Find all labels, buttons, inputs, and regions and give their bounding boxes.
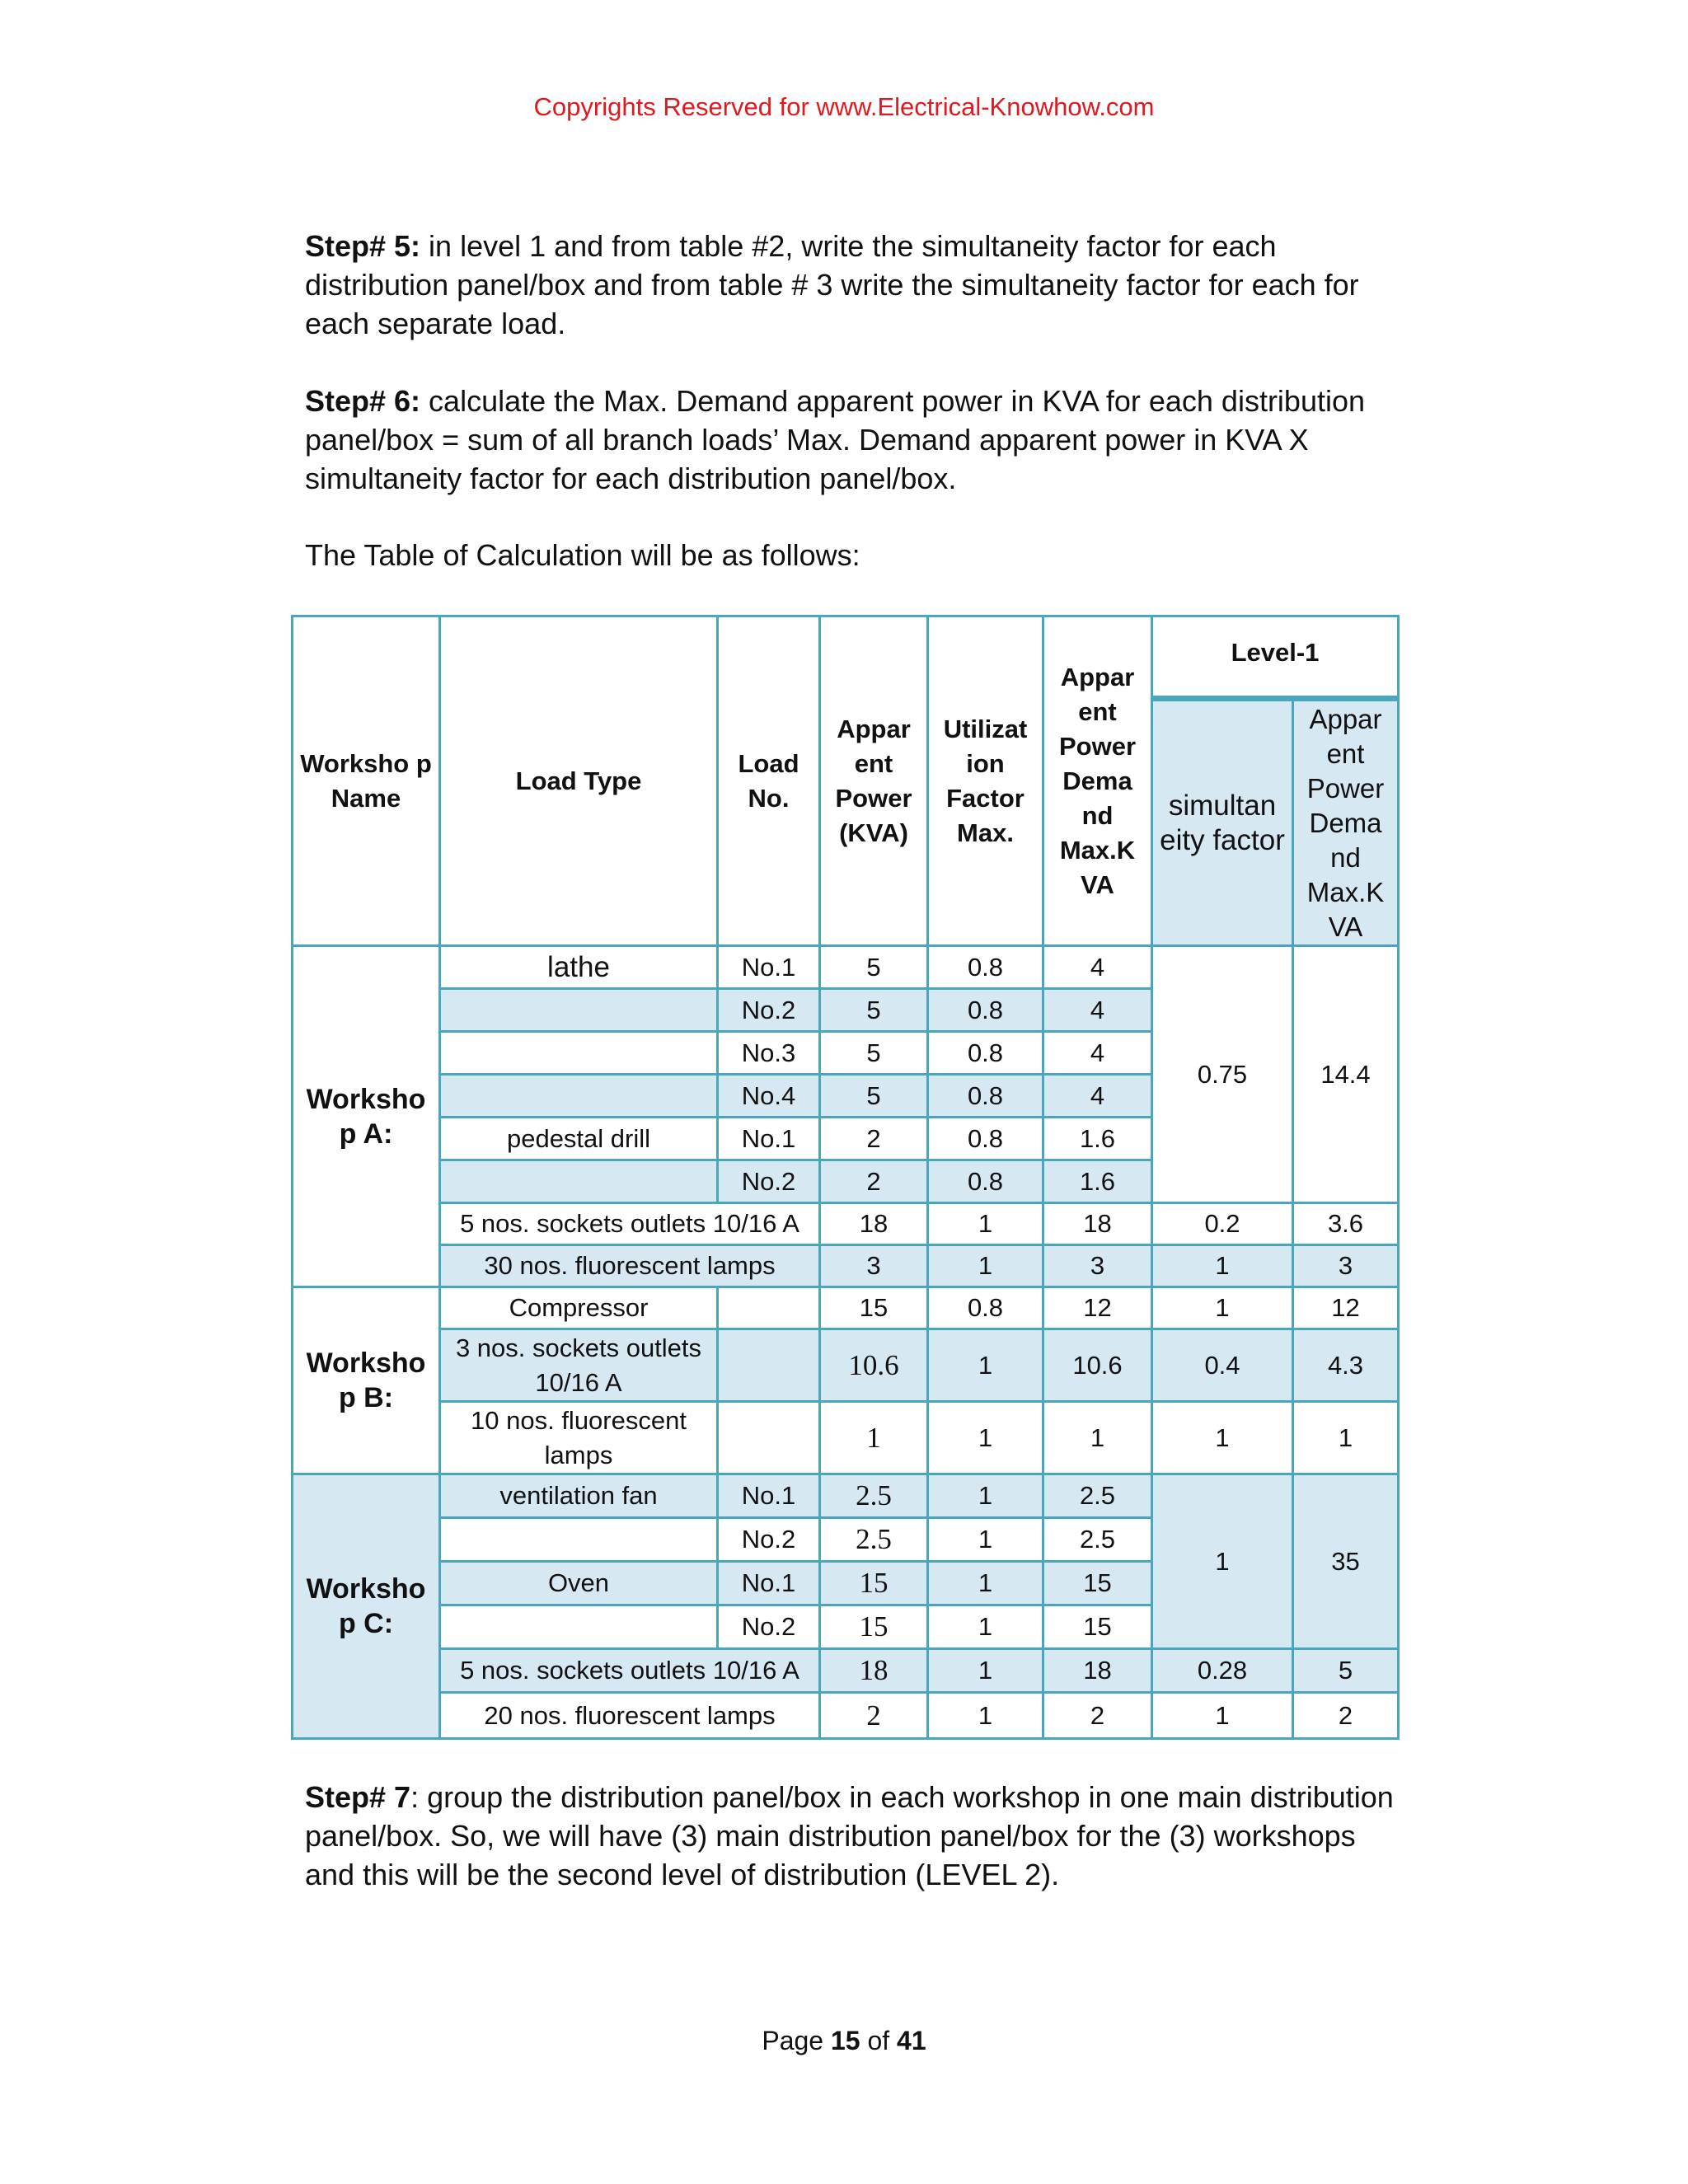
- apparent-power: 15: [820, 1287, 928, 1329]
- table-row: [293, 1287, 1399, 1329]
- load-type: 30 nos. fluorescent lamps: [440, 1245, 820, 1287]
- load-type: [440, 989, 718, 1032]
- workshop-c-group-simultaneity: 1: [1152, 1474, 1293, 1649]
- table-intro: The Table of Calculation will be as follows:: [305, 538, 860, 572]
- level1-demand: 2: [1293, 1693, 1399, 1739]
- load-type: [440, 1075, 718, 1118]
- simultaneity-factor: 0.2: [1152, 1203, 1293, 1245]
- demand-kva: 4: [1043, 946, 1152, 989]
- load-type: 10 nos. fluorescent lamps: [440, 1402, 718, 1474]
- simultaneity-factor: 1: [1152, 1402, 1293, 1474]
- step-7-paragraph: [305, 1778, 1401, 1894]
- demand-kva: 4: [1043, 1075, 1152, 1118]
- demand-kva: 18: [1043, 1649, 1152, 1693]
- load-type: [440, 1518, 718, 1562]
- load-type: [440, 1605, 718, 1649]
- demand-kva: 12: [1043, 1287, 1152, 1329]
- table-row: [293, 1474, 1399, 1518]
- total-pages: 41: [897, 2026, 926, 2055]
- header-load-no: Load No.: [718, 616, 820, 946]
- utilization-factor: 1: [928, 1402, 1043, 1474]
- demand-kva: 4: [1043, 989, 1152, 1032]
- load-no: No.2: [718, 1160, 820, 1203]
- load-no: No.2: [718, 989, 820, 1032]
- utilization-factor: 0.8: [928, 989, 1043, 1032]
- table-row: [293, 1245, 1399, 1287]
- load-type: 3 nos. sockets outlets 10/16 A: [440, 1329, 718, 1402]
- step-6-paragraph: [305, 382, 1401, 498]
- load-type: [440, 1032, 718, 1075]
- table-row: [293, 1203, 1399, 1245]
- load-type: 5 nos. sockets outlets 10/16 A: [440, 1203, 820, 1245]
- apparent-power: 18: [820, 1649, 928, 1693]
- apparent-power: 5: [820, 1032, 928, 1075]
- demand-kva: 4: [1043, 1032, 1152, 1075]
- load-no: No.4: [718, 1075, 820, 1118]
- demand-kva: 2.5: [1043, 1518, 1152, 1562]
- load-type: [440, 1160, 718, 1203]
- load-type: ventilation fan: [440, 1474, 718, 1518]
- workshop-c-group-demand: 35: [1293, 1474, 1399, 1649]
- header-row: [293, 616, 1399, 699]
- header-level-1: Level-1: [1152, 616, 1399, 699]
- workshop-a-name: Worksho p A:: [293, 946, 440, 1287]
- table-row: [293, 1693, 1399, 1739]
- step-6-text: calculate the Max. Demand apparent power in KVA for each distribution panel/box = sum of all branch loads’ Max. Demand apparent power in KVA X simultaneity factor for each distribution panel/box.: [305, 384, 1366, 495]
- level1-demand: 3.6: [1293, 1203, 1399, 1245]
- utilization-factor: 1: [928, 1605, 1043, 1649]
- table-row: [293, 1402, 1399, 1474]
- load-type: Compressor: [440, 1287, 718, 1329]
- current-page: 15: [830, 2026, 860, 2055]
- step-5-label: Step# 5:: [305, 229, 421, 263]
- utilization-factor: 1: [928, 1562, 1043, 1605]
- level1-demand: 1: [1293, 1402, 1399, 1474]
- apparent-power: 10.6: [820, 1329, 928, 1402]
- demand-kva: 1: [1043, 1402, 1152, 1474]
- load-type: 5 nos. sockets outlets 10/16 A: [440, 1649, 820, 1693]
- apparent-power: 5: [820, 1075, 928, 1118]
- demand-kva: 2.5: [1043, 1474, 1152, 1518]
- apparent-power: 2: [820, 1118, 928, 1160]
- load-no: No.3: [718, 1032, 820, 1075]
- demand-kva: 2: [1043, 1693, 1152, 1739]
- step-5-text: in level 1 and from table #2, write the simultaneity factor for each distribution panel/box and from table # 3 write the simultaneity factor for each for each separate load.: [305, 229, 1359, 340]
- apparent-power: 15: [820, 1562, 928, 1605]
- header-workshop-name: Worksho p Name: [293, 616, 440, 946]
- table-row: [293, 1329, 1399, 1402]
- demand-kva: 3: [1043, 1245, 1152, 1287]
- utilization-factor: 1: [928, 1245, 1043, 1287]
- apparent-power: 5: [820, 989, 928, 1032]
- level1-demand: 4.3: [1293, 1329, 1399, 1402]
- load-type: lathe: [440, 946, 718, 989]
- load-no: [718, 1287, 820, 1329]
- workshop-b-name: Worksho p B:: [293, 1287, 440, 1474]
- table-row: [293, 946, 1399, 989]
- load-no: No.1: [718, 946, 820, 989]
- apparent-power: 1: [820, 1402, 928, 1474]
- demand-kva: 1.6: [1043, 1160, 1152, 1203]
- level1-demand: 5: [1293, 1649, 1399, 1693]
- utilization-factor: 0.8: [928, 1160, 1043, 1203]
- utilization-factor: 1: [928, 1649, 1043, 1693]
- level1-demand: 3: [1293, 1245, 1399, 1287]
- load-no: No.2: [718, 1605, 820, 1649]
- header-demand-kva: Appar ent Power Dema nd Max.K VA: [1043, 616, 1152, 946]
- header-utilization-factor: Utilizat ion Factor Max.: [928, 616, 1043, 946]
- page-prefix: Page: [762, 2026, 831, 2055]
- utilization-factor: 1: [928, 1474, 1043, 1518]
- load-no: [718, 1402, 820, 1474]
- workshop-a-group-simultaneity: 0.75: [1152, 946, 1293, 1203]
- apparent-power: 2: [820, 1693, 928, 1739]
- step-7-label: Step# 7: [305, 1780, 411, 1814]
- step-5-paragraph: [305, 227, 1401, 343]
- step-6-label: Step# 6:: [305, 384, 421, 418]
- calculation-table: [291, 615, 1400, 1740]
- apparent-power: 2: [820, 1160, 928, 1203]
- load-type: 20 nos. fluorescent lamps: [440, 1693, 820, 1739]
- utilization-factor: 0.8: [928, 946, 1043, 989]
- step-7-text: : group the distribution panel/box in each workshop in one main distribution panel/box. So, we will have (3) main distribution panel/box for the (3) workshops and this will be the second level of distribution (LEVEL 2).: [305, 1780, 1394, 1891]
- apparent-power: 5: [820, 946, 928, 989]
- load-no: No.1: [718, 1474, 820, 1518]
- utilization-factor: 1: [928, 1693, 1043, 1739]
- utilization-factor: 1: [928, 1203, 1043, 1245]
- simultaneity-factor: 0.4: [1152, 1329, 1293, 1402]
- demand-kva: 10.6: [1043, 1329, 1152, 1402]
- copyright-notice: Copyrights Reserved for www.Electrical-Knowhow.com: [533, 92, 1155, 121]
- demand-kva: 15: [1043, 1562, 1152, 1605]
- apparent-power: 15: [820, 1605, 928, 1649]
- load-no: No.1: [718, 1118, 820, 1160]
- simultaneity-factor: 1: [1152, 1693, 1293, 1739]
- utilization-factor: 0.8: [928, 1287, 1043, 1329]
- load-type: Oven: [440, 1562, 718, 1605]
- apparent-power: 3: [820, 1245, 928, 1287]
- demand-kva: 18: [1043, 1203, 1152, 1245]
- table-row: [293, 1649, 1399, 1693]
- demand-kva: 15: [1043, 1605, 1152, 1649]
- utilization-factor: 0.8: [928, 1032, 1043, 1075]
- apparent-power: 2.5: [820, 1518, 928, 1562]
- simultaneity-factor: 0.28: [1152, 1649, 1293, 1693]
- header-simultaneity-factor: simultan eity factor: [1152, 699, 1293, 946]
- apparent-power: 2.5: [820, 1474, 928, 1518]
- utilization-factor: 1: [928, 1518, 1043, 1562]
- load-no: No.2: [718, 1518, 820, 1562]
- utilization-factor: 0.8: [928, 1118, 1043, 1160]
- utilization-factor: 0.8: [928, 1075, 1043, 1118]
- load-type: pedestal drill: [440, 1118, 718, 1160]
- workshop-a-group-demand: 14.4: [1293, 946, 1399, 1203]
- load-no: No.1: [718, 1562, 820, 1605]
- header-load-type: Load Type: [440, 616, 718, 946]
- level1-demand: 12: [1293, 1287, 1399, 1329]
- apparent-power: 18: [820, 1203, 928, 1245]
- simultaneity-factor: 1: [1152, 1245, 1293, 1287]
- demand-kva: 1.6: [1043, 1118, 1152, 1160]
- simultaneity-factor: 1: [1152, 1287, 1293, 1329]
- page-number: [0, 2026, 1688, 2056]
- workshop-c-name: Worksho p C:: [293, 1474, 440, 1739]
- load-no: [718, 1329, 820, 1402]
- header-apparent-power: Appar ent Power (KVA): [820, 616, 928, 946]
- utilization-factor: 1: [928, 1329, 1043, 1402]
- header-level1-demand: Appar ent Power Dema nd Max.K VA: [1293, 699, 1399, 946]
- page-of: of: [860, 2026, 898, 2055]
